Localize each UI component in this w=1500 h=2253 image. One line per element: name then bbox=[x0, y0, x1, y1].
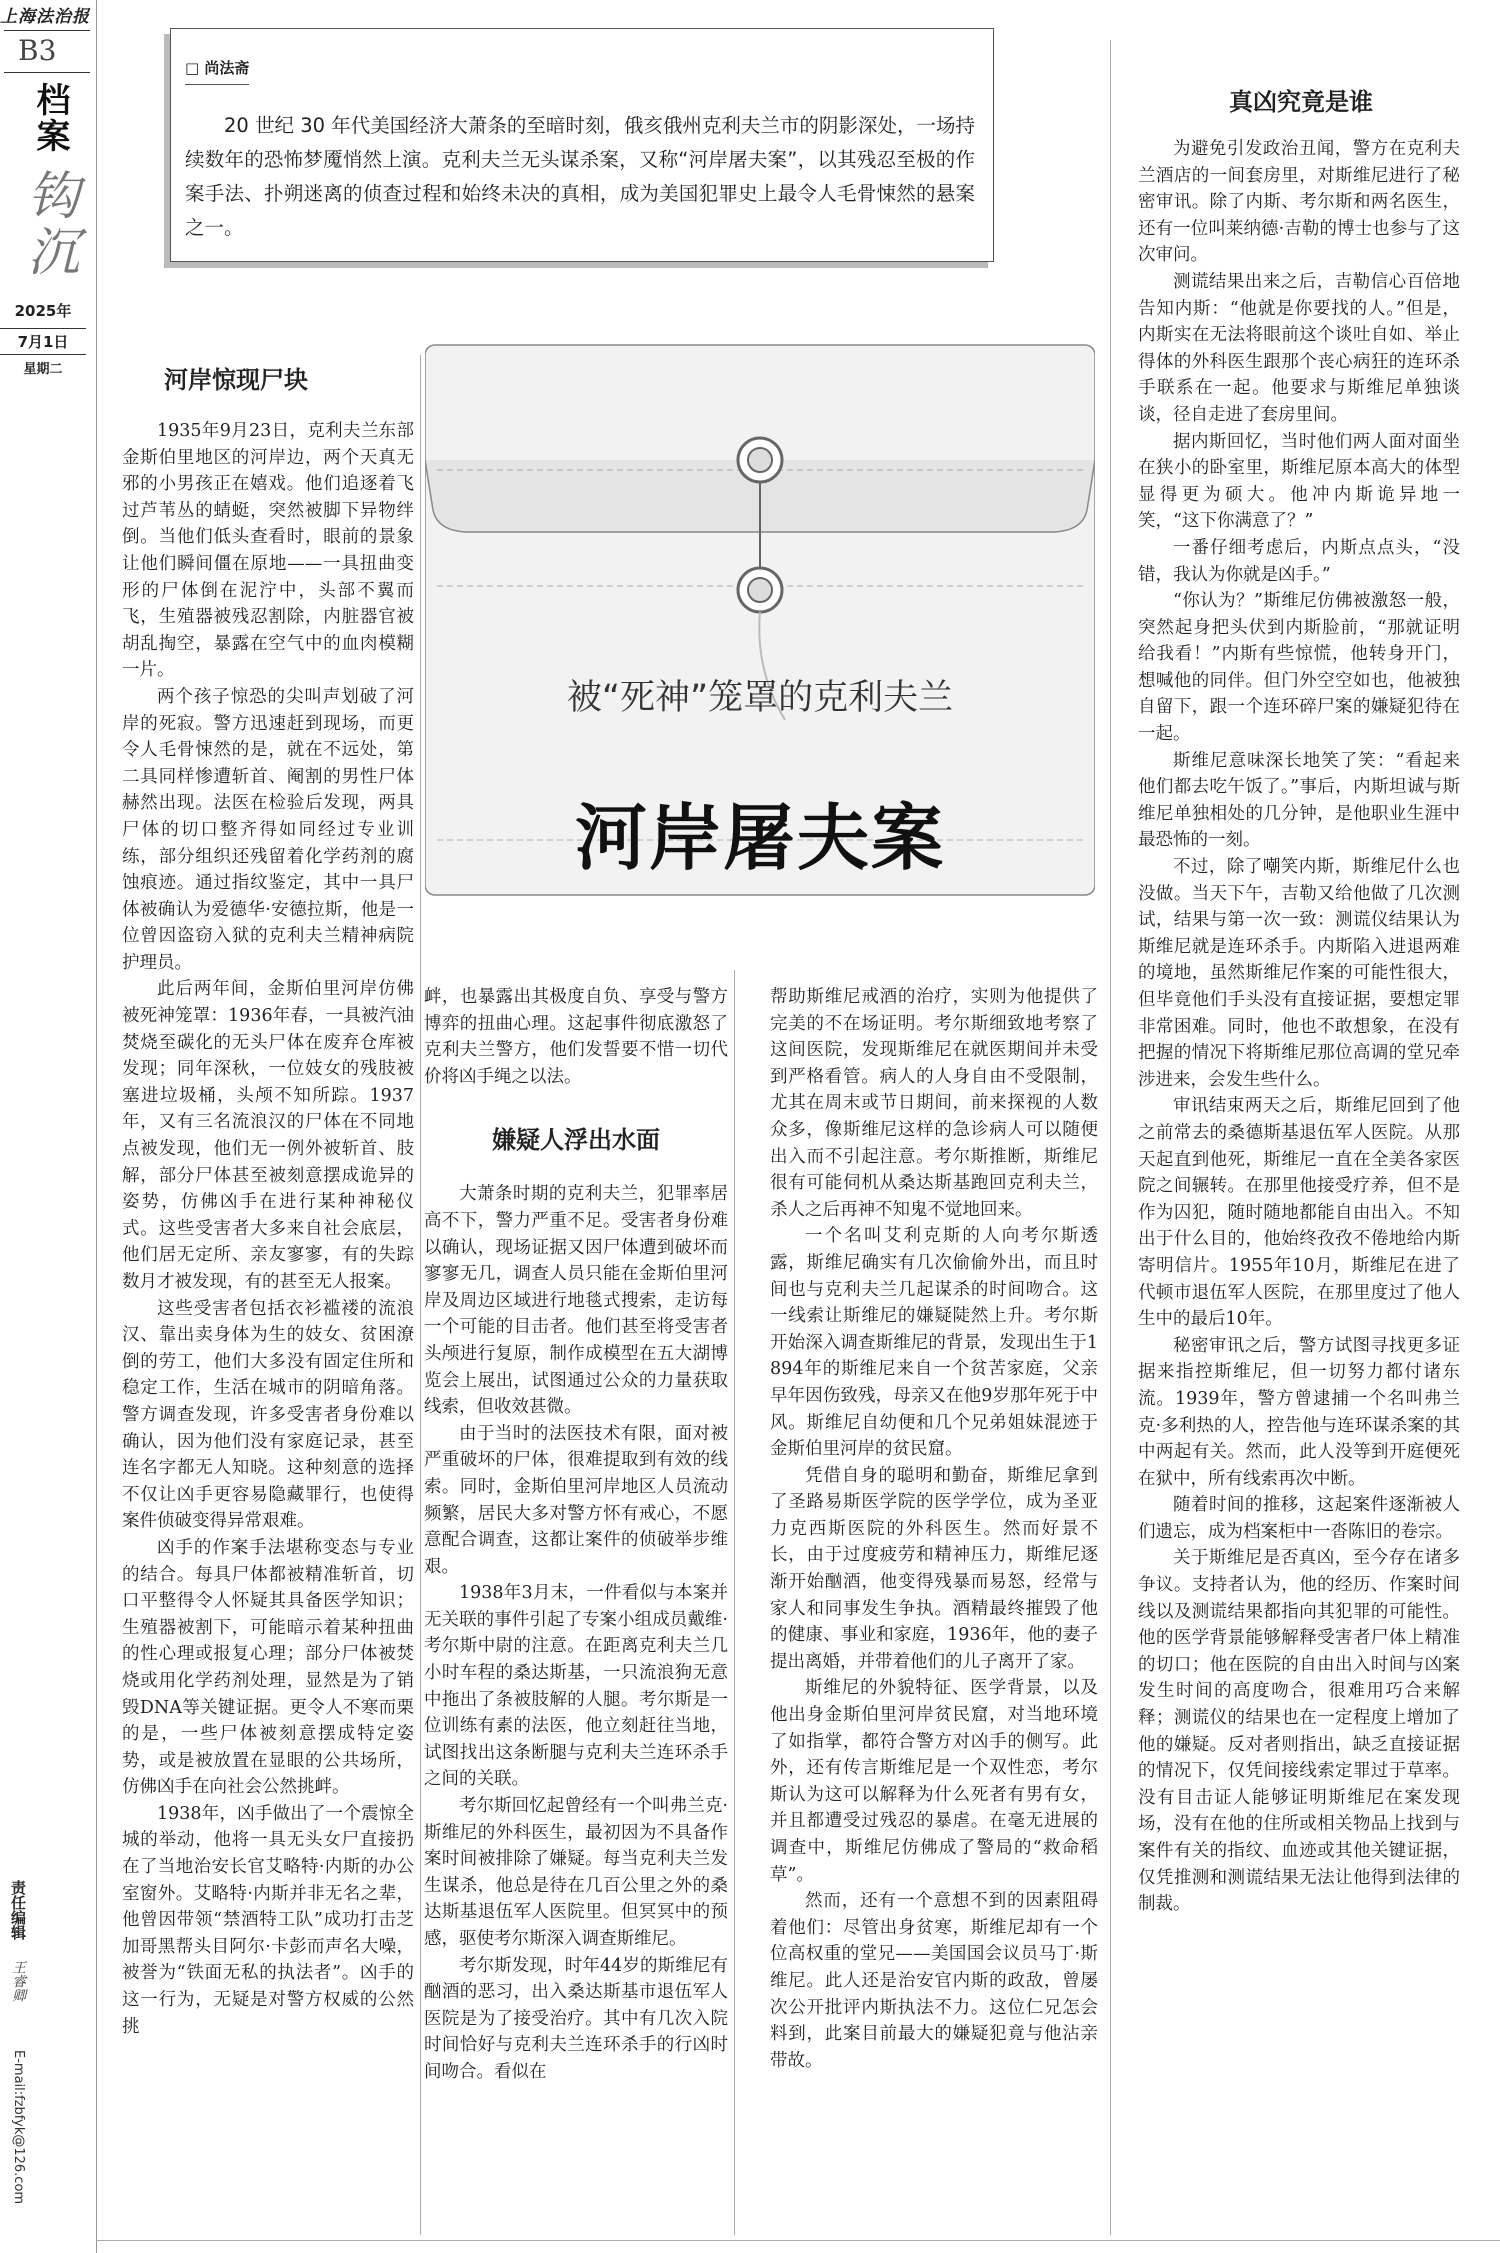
paragraph: 然而，还有一个意想不到的因素阻碍着他们：尽管出身贫寒，斯维尼却有一个位高权重的堂兄——美国国会议员马丁·斯维尼。此人还是治安官内斯的政敌，曾屡次公开批评内斯执法不力。这位仁兄怎会料到，此案目前最大的嫌疑犯竟与他沾亲带故。 bbox=[770, 1891, 1098, 2071]
paragraph: 考尔斯回忆起曾经有一个叫弗兰克·斯维尼的外科医生，最初因为不具备作案时间被排除了嫌疑。每当克利夫兰发生谋杀，他总是待在几百公里之外的桑达斯基退伍军人医院里。但冥冥中的预感，驱使考尔斯深入调查斯维尼。 bbox=[424, 1796, 728, 1949]
section-name: 档案 bbox=[30, 82, 70, 154]
column-3 bbox=[770, 984, 1098, 2074]
paragraph: 凶手的作案手法堪称变态与专业的结合。每具尸体都被精准斩首，切口平整得令人怀疑其具备医学知识；生殖器被割下，可能暗示着某种扭曲的性心理或报复心理；部分尸体被焚烧或用化学药剂处理，显然是为了销毁DNA等关键证据。更令人不寒而栗的是，一些尸体被刻意摆成特定姿势，或是被放置在显眼的公共场所，仿佛凶手在向社会公然挑衅。 bbox=[122, 1537, 414, 1798]
paragraph: 由于当时的法医技术有限，面对被严重破坏的尸体，很难提取到有效的线索。同时，金斯伯里河岸地区人员流动频繁，居民大多对警方怀有戒心，不愿意配合调查，这都让案件的侦破举步维艰。 bbox=[424, 1423, 728, 1577]
page-number: B3 bbox=[18, 34, 57, 67]
lead-text: 20 世纪 30 年代美国经济大萧条的至暗时刻，俄亥俄州克利夫兰市的阴影深处，一场持续数年的恐怖梦魇悄然上演。克利夫兰无头谋杀案，又称“河岸屠夫案”，以其残忍至极的作案手法、扑朔迷离的侦查过程和始终未决的真相，成为美国犯罪史上最令人毛骨悚然的悬案之一。 bbox=[185, 114, 975, 239]
paragraph: 两个孩子惊恐的尖叫声划破了河岸的死寂。警方迅速赶到现场，而更令人毛骨悚然的是，就在不远处，第二具同样惨遭斩首、阉割的男性尸体赫然出现。法医在检验后发现，两具尸体的切口整齐得如同经过专业训练，部分组织还残留着化学药剂的腐蚀痕迹。通过指纹鉴定，其中一具尸体被确认为爱德华·安德拉斯，他是一位曾因盗窃入狱的克利夫兰精神病院护理员。 bbox=[122, 686, 414, 973]
editor-signature: 王睿卿 bbox=[10, 1960, 26, 2002]
paper-name: 上海法治报 bbox=[0, 7, 90, 27]
section-heading-1: 河岸惊现尸块 bbox=[164, 366, 308, 394]
paragraph: 凭借自身的聪明和勤奋，斯维尼拿到了圣路易斯医学院的医学学位，成为圣亚力克西斯医院的外科医生。然而好景不长，由于过度疲劳和精神压力，斯维尼逐渐开始酗酒，他变得残暴而易怒，经常与家人和同事发生争执。酒精最终摧毁了他的健康、事业和家庭，1936年，他的妻子提出离婚，并带着他们的儿子离开了家。 bbox=[770, 1465, 1098, 1672]
paragraph: 为避免引发政治丑闻，警方在克利夫兰酒店的一间套房里，对斯维尼进行了秘密审讯。除了内斯、考尔斯和两名医生，还有一位叫莱纳德·吉勒的博士也参与了这次审问。 bbox=[1138, 139, 1460, 266]
paragraph: 秘密审讯之后，警方试图寻找更多证据来指控斯维尼，但一切努力都付诸东流。1939年，警方曾逮捕一个名叫弗兰克·多利热的人，控告他与连环谋杀案的其中两起有关。然而，此人没等到开庭便死在狱中，所有线索再次中断。 bbox=[1138, 1335, 1460, 1489]
section-heading-3: 真凶究竟是谁 bbox=[1229, 88, 1373, 116]
year: 2025年 bbox=[14, 302, 72, 320]
column-4 bbox=[1138, 136, 1460, 1918]
paragraph: 衅，也暴露出其极度自负、享受与警方博弈的扭曲心理。这起事件彻底激怒了克利夫兰警方，他们发誓要不惜一切代价将凶手绳之以法。 bbox=[424, 987, 728, 1087]
column-2 bbox=[424, 984, 728, 2086]
paragraph: 1938年3月末，一件看似与本案并无关联的事件引起了专案小组成员戴维·考尔斯中尉的注意。在距离克利夫兰几小时车程的桑达斯基，一只流浪狗无意中拖出了条被肢解的人腿。考尔斯是一位训练有素的法医，他立刻赶往当地，试图找出这条断腿与克利夫兰连环杀手之间的关联。 bbox=[424, 1583, 728, 1790]
paragraph: 大萧条时期的克利夫兰，犯罪率居高不下，警力严重不足。受害者身份难以确认，现场证据又因尸体遭到破坏而寥寥无几，调查人员只能在金斯伯里河岸及周边区域进行地毯式搜索，走访每一个可能的目击者。他们甚至将受害者头颅进行复原，制作成模型在五大湖博览会上展出，试图通过公众的力量获取线索，但收效甚微。 bbox=[424, 1184, 728, 1418]
paragraph: 这些受害者包括衣衫褴褛的流浪汉、靠出卖身体为生的妓女、贫困潦倒的劳工，他们大多没有固定住所和稳定工作，生活在城市的阴暗角落。警方调查发现，许多受害者身份难以确认，因为他们没有家庭记录，甚至连名字都无人知晓。这种刻意的选择不仅让凶手更容易隐藏罪行，也使得案件侦破变得异常艰难。 bbox=[122, 1298, 414, 1532]
paragraph: “你认为？”斯维尼仿佛被激怒一般，突然起身把头伏到内斯脸前，“那就证明给我看！”内斯有些惊慌，他转身开门，想喊他的同伴。但门外空空如也，他被独自留下，跟一个连环碎尸案的嫌疑犯待在一起。 bbox=[1138, 591, 1460, 745]
paragraph: 考尔斯发现，时年44岁的斯维尼有酗酒的恶习，出入桑达斯基市退伍军人医院是为了接受治疗。其中有几次入院时间恰好与克利夫兰连环杀手的行凶时间吻合。看似在 bbox=[424, 1955, 728, 2082]
editor-label: 责任编辑 bbox=[9, 1880, 27, 1940]
paragraph: 审讯结束两天之后，斯维尼回到了他之前常去的桑德斯基退伍军人医院。从那天起直到他死，斯维尼一直在全美各家医院之间辗转。在那里他接受疗养，但不是作为囚犯，随时随地都能自由出入。不知出于什么目的，他始终孜孜不倦地给内斯寄明信片。1955年10月，斯维尼在进了代顿市退伍军人医院，在那里度过了他人生中的最后10年。 bbox=[1138, 1096, 1460, 1330]
headline-subtitle: 被“死神”笼罩的克利夫兰 bbox=[566, 678, 954, 718]
weekday: 星期二 bbox=[23, 362, 63, 377]
paragraph: 不过，除了嘲笑内斯，斯维尼什么也没做。当天下午，吉勒又给他做了几次测试，结果与第一次一致：测谎仪结果认为斯维尼就是连环杀手。内斯陷入进退两难的境地，虽然斯维尼作案的可能性很大，但毕竟他们手头没有直接证据，要想定罪非常困难。同时，他也不敢想象，在没有把握的情况下将斯维尼那位高调的堂兄牵涉进来，会发生些什么。 bbox=[1138, 857, 1460, 1090]
paragraph: 斯维尼的外貌特征、医学背景，以及他出身金斯伯里河岸贫民窟，对当地环境了如指掌，都符合警方对凶手的侧写。此外，还有传言斯维尼是一个双性恋，考尔斯认为这可以解释为什么死者有男有女，并且都遭受过残忍的暴虐。在毫无进展的调查中，斯维尼仿佛成了警局的“救命稻草”。 bbox=[770, 1678, 1098, 1885]
paragraph: 一番仔细考虑后，内斯点点头，“没错，我认为你就是凶手。” bbox=[1138, 537, 1460, 585]
paragraph: 斯维尼意味深长地笑了笑：“看起来他们都去吃午饭了。”事后，内斯坦诚与斯维尼单独相处的几分钟，是他职业生涯中最恐怖的一刻。 bbox=[1138, 750, 1460, 851]
column-1 bbox=[122, 418, 414, 2040]
paragraph: 1935年9月23日，克利夫兰东部金斯伯里地区的河岸边，两个天真无邪的小男孩正在嬉戏。他们追逐着飞过芦苇丛的蜻蜓，突然被脚下异物绊倒。当他们低头查看时，眼前的景象让他们瞬间僵在原地——一具扭曲变形的尸体倒在泥泞中，头部不翼而飞，生殖器被残忍割除，内脏器官被胡乱掏空，暴露在空气中的血肉模糊一片。 bbox=[122, 421, 414, 681]
paragraph: 关于斯维尼是否真凶，至今存在诸多争议。支持者认为，他的经历、作案时间线以及测谎结果都指向其犯罪的可能性。他的医学背景能够解释受害者尸体上精准的切口；他在医院的自由出入时间与凶案发生时间的高度吻合，很难用巧合来解释；测谎仪的结果也在一定程度上增加了他的嫌疑。反对者则指出，缺乏直接证据的情况下，仅凭间接线索定罪过于草率。没有目击证人能够证明斯维尼在案发现场，没有在他的住所或相关物品上找到与案件有关的指纹、血迹或其他关键证据，仅凭推测和测谎结果无法让他得到法律的制裁。 bbox=[1138, 1548, 1460, 1915]
paragraph: 一个名叫艾利克斯的人向考尔斯透露，斯维尼确实有几次偷偷外出，而且时间也与克利夫兰几起谋杀的时间吻合。这一线索让斯维尼的嫌疑陡然上升。考尔斯开始深入调查斯维尼的背景，发现出生于1894年的斯维尼来自一个贫苦家庭，父亲早年因伤致残，母亲又在他9岁那年死于中风。斯维尼自幼便和几个兄弟姐妹混迹于金斯伯里河岸的贫民窟。 bbox=[770, 1226, 1098, 1460]
editor-email[interactable]: E-mail:fzbfyk@126.com bbox=[11, 2050, 26, 2205]
lead-author: □ 尚法斋 bbox=[185, 57, 249, 85]
paragraph: 1938年，凶手做出了一个震惊全城的举动，他将一具无头女尸直接扔在了当地治安长官艾略特·内斯的办公室窗外。艾略特·内斯并非无名之辈，他曾因带领“禁酒特工队”成功打击芝加哥黑帮头目阿尔·卡彭而声名大噪，被誉为“铁面无私的执法者”。凶手的这一行为，无疑是对警方权威的公然挑 bbox=[122, 1803, 414, 2037]
paragraph: 帮助斯维尼戒酒的治疗，实则为他提供了完美的不在场证明。考尔斯细致地考察了这间医院，发现斯维尼在就医期间并未受到严格看管。病人的人身自由不受限制，尤其在周末或节日期间，前来探视的人数众多，像斯维尼这样的急诊病人可以随便出入而不引起注意。考尔斯推断，斯维尼很有可能伺机从桑达斯基跑回克利夫兰，杀人之后再神不知鬼不觉地回来。 bbox=[770, 987, 1098, 1220]
date: 7月1日 bbox=[0, 328, 86, 355]
masthead-sidebar bbox=[0, 0, 96, 2253]
headline-title: 河岸屠夫案 bbox=[574, 795, 945, 880]
column-name: 钩沉 bbox=[18, 168, 78, 280]
paragraph: 据内斯回忆，当时他们两人面对面坐在狭小的卧室里，斯维尼原本高大的体型显得更为硕大。他冲内斯诡异地一笑，“这下你满意了？” bbox=[1138, 431, 1460, 532]
paragraph: 随着时间的推移，这起案件逐渐被人们遗忘，成为档案柜中一沓陈旧的卷宗。 bbox=[1138, 1495, 1460, 1542]
lead-box bbox=[170, 28, 994, 262]
headline-graphic bbox=[425, 340, 1095, 900]
section-heading-2: 嫌疑人浮出水面 bbox=[492, 1126, 660, 1155]
paragraph: 测谎结果出来之后，吉勒信心百倍地告知内斯：“他就是你要找的人。”但是，内斯实在无法将眼前这个谈吐自如、举止得体的外科医生跟那个丧心病狂的连环杀手联系在一起。他要求与斯维尼单独谈谈，径自走进了套房里间。 bbox=[1138, 271, 1460, 425]
paragraph: 此后两年间，金斯伯里河岸仿佛被死神笼罩：1936年春，一具被汽油焚烧至碳化的无头尸体在废弃仓库被发现；同年深秋，一位妓女的残肢被塞进垃圾桶，头颅不知所踪。1937年，又有三名流浪汉的尸体在不同地点被发现，他们无一例外被斩首、肢解，部分尸体甚至被刻意摆成诡异的姿势，仿佛凶手在进行某种神秘仪式。这些受害者大多来自社会底层，他们居无定所、亲友寥寥，有的失踪数月才被发现，有的甚至无人报案。 bbox=[122, 979, 414, 1292]
